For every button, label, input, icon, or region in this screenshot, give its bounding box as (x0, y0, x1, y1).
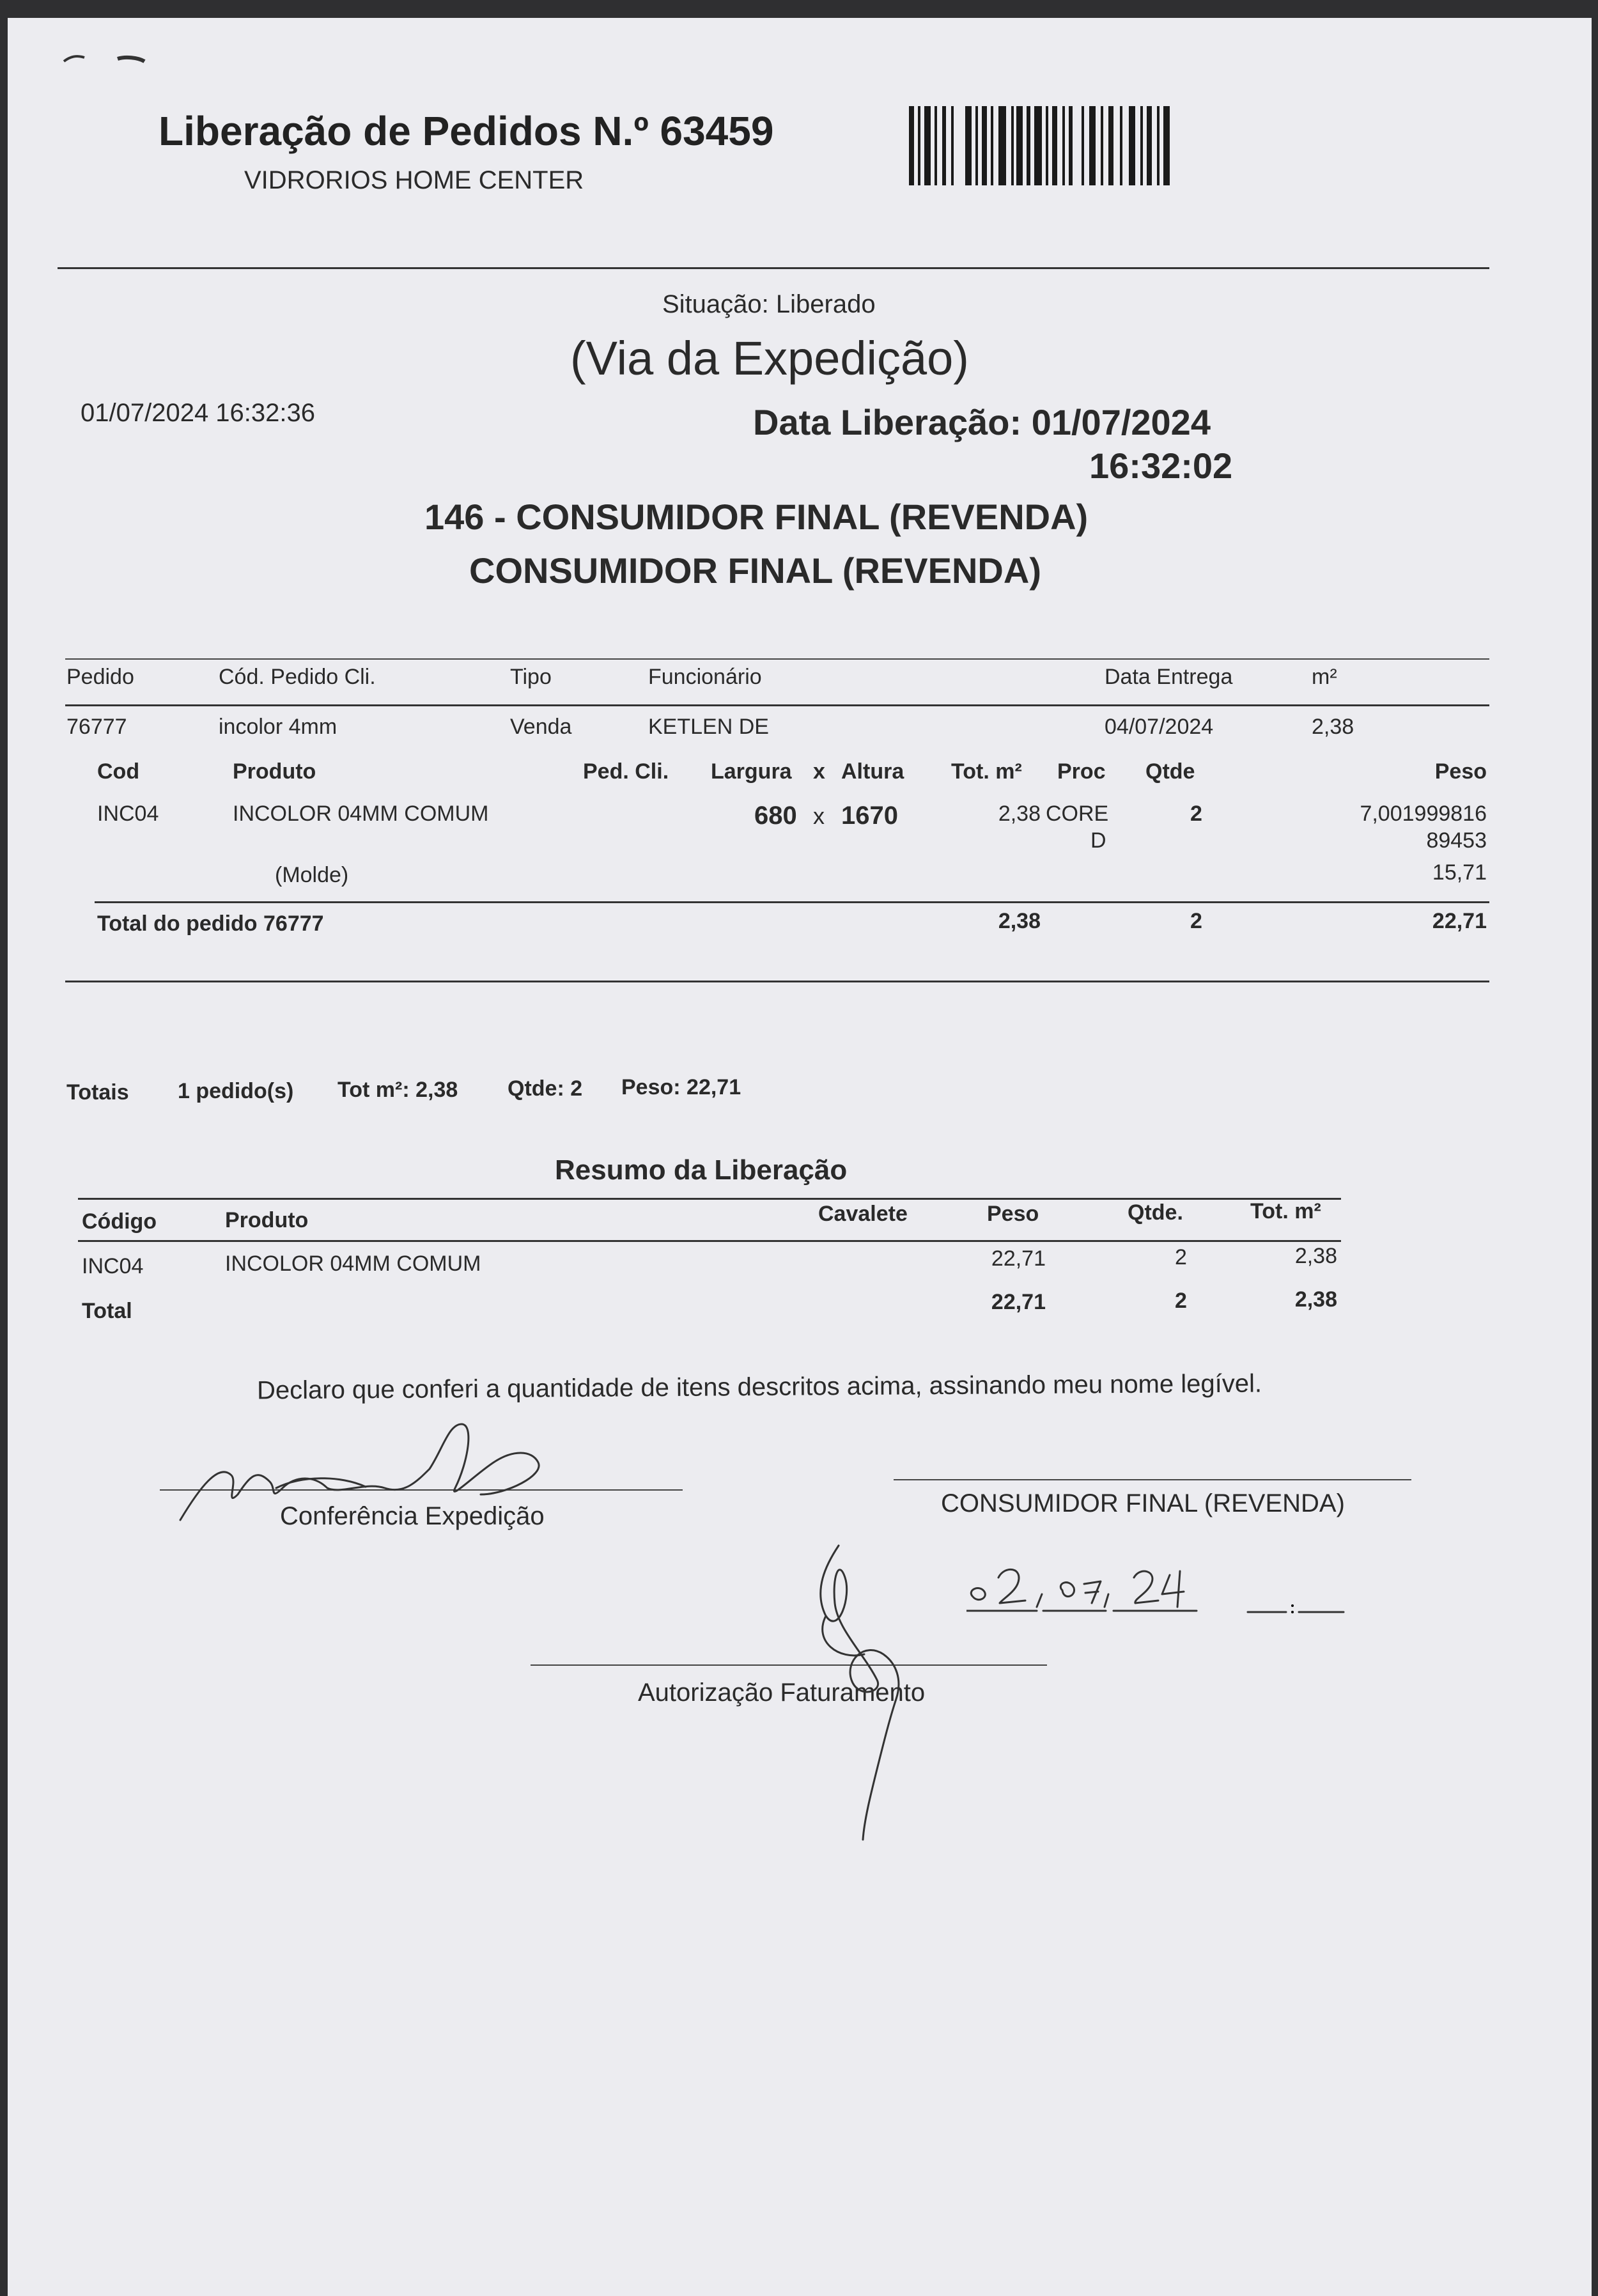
company-name: VIDRORIOS HOME CENTER (244, 166, 584, 194)
handwritten-date (966, 1552, 1363, 1622)
item-peso-l3: 15,71 (1432, 860, 1487, 885)
item-produto: INCOLOR 04MM COMUM (233, 802, 489, 826)
document-title: Liberação de Pedidos N.º 63459 (159, 108, 774, 154)
autorizacao-label: Autorização Faturamento (638, 1679, 926, 1707)
conferencia-label: Conferência Expedição (280, 1502, 545, 1530)
cliente-signature-line (894, 1479, 1411, 1480)
item-col-produto: Produto (233, 759, 316, 784)
col-pedido: Pedido (66, 665, 134, 689)
resumo-col-codigo: Código (82, 1209, 157, 1234)
declaracao-text: Declaro que conferi a quantidade de itens descritos acima, assinando meu nome legível. (256, 1369, 1262, 1405)
cliente-nome: CONSUMIDOR FINAL (REVENDA) (469, 550, 1041, 591)
resumo-total-qtde: 2 (1175, 1289, 1187, 1313)
total-pedido-label: Total do pedido 76777 (97, 911, 324, 936)
item-proc-l2: D (1090, 828, 1106, 853)
pedido-data-entrega: 04/07/2024 (1105, 715, 1214, 739)
item-largura: 680 (754, 802, 797, 830)
resumo-row-peso: 22,71 (991, 1246, 1046, 1271)
item-peso-l2: 89453 (1426, 828, 1487, 853)
col-m2: m² (1312, 665, 1337, 689)
resumo-row-codigo: INC04 (82, 1254, 144, 1278)
resumo-col-cavalete: Cavalete (818, 1202, 908, 1226)
pedido-tipo: Venda (510, 715, 572, 739)
hora-liberacao: 16:32:02 (1089, 446, 1233, 486)
cliente-signature-label: CONSUMIDOR FINAL (REVENDA) (941, 1489, 1345, 1517)
item-altura: 1670 (841, 802, 898, 830)
resumo-title: Resumo da Liberação (555, 1154, 848, 1186)
table-header-line (65, 704, 1489, 706)
item-peso-l1: 7,001999816 (1360, 802, 1487, 826)
table-top-line (65, 658, 1489, 660)
autorizacao-signature (787, 1539, 941, 1846)
item-proc-l1: CORE (1046, 802, 1109, 826)
col-funcionario: Funcionário (648, 665, 762, 689)
item-col-ped-cli: Ped. Cli. (583, 759, 669, 784)
resumo-top-line (78, 1198, 1341, 1200)
total-pedido-peso: 22,71 (1432, 909, 1487, 933)
totais-label: Totais (66, 1080, 129, 1105)
resumo-col-tot-m2: Tot. m² (1250, 1199, 1321, 1223)
cliente-codigo: 146 - CONSUMIDOR FINAL (REVENDA) (424, 497, 1089, 537)
resumo-total-label: Total (82, 1299, 132, 1323)
item-tot-m2: 2,38 (998, 802, 1041, 826)
totais-peso: Peso: 22,71 (621, 1075, 741, 1099)
via-label: (Via da Expedição) (570, 332, 969, 385)
resumo-total-tot-m2: 2,38 (1294, 1287, 1337, 1312)
pedido-cod-cli: incolor 4mm (219, 715, 337, 739)
total-pedido-m2: 2,38 (998, 909, 1041, 933)
item-qtde: 2 (1190, 802, 1202, 826)
pedido-funcionario: KETLEN DE (648, 715, 769, 739)
item-cod: INC04 (97, 802, 159, 826)
item-col-x: x (813, 759, 825, 784)
item-x: x (813, 803, 825, 829)
resumo-row-qtde: 2 (1175, 1245, 1187, 1269)
document-sheet (8, 18, 1592, 2296)
pedido-m2: 2,38 (1312, 715, 1354, 739)
col-tipo: Tipo (510, 665, 552, 689)
resumo-row-tot-m2: 2,38 (1294, 1244, 1337, 1268)
item-molde: (Molde) (275, 863, 349, 887)
data-liberacao: Data Liberação: 01/07/2024 (753, 402, 1211, 442)
item-col-proc: Proc (1057, 759, 1106, 784)
item-col-qtde: Qtde (1145, 759, 1195, 784)
item-col-largura: Largura (711, 759, 792, 784)
item-col-altura: Altura (841, 759, 904, 784)
totais-qtde: Qtde: 2 (508, 1076, 583, 1101)
header-divider (58, 267, 1489, 269)
situacao-label: Situação: Liberado (662, 290, 876, 318)
resumo-total-peso: 22,71 (991, 1290, 1046, 1314)
col-cod-pedido-cli: Cód. Pedido Cli. (219, 665, 376, 689)
totais-m2: Tot m²: 2,38 (337, 1078, 458, 1102)
resumo-col-qtde: Qtde. (1128, 1200, 1183, 1225)
print-timestamp: 01/07/2024 16:32:36 (81, 399, 316, 427)
barcode-icon (909, 106, 1171, 185)
conferencia-signature (174, 1411, 634, 1526)
item-col-peso: Peso (1434, 759, 1487, 784)
scan-marks (61, 46, 176, 72)
resumo-header-line (78, 1240, 1341, 1242)
pedido-numero: 76777 (66, 715, 127, 739)
pedidos-end-line (65, 981, 1489, 982)
item-col-cod: Cod (97, 759, 140, 784)
resumo-row-produto: INCOLOR 04MM COMUM (225, 1252, 481, 1276)
totais-pedidos: 1 pedido(s) (178, 1079, 294, 1103)
total-pedido-line (95, 901, 1489, 903)
item-col-tot-m2: Tot. m² (951, 759, 1022, 784)
col-data-entrega: Data Entrega (1105, 665, 1233, 689)
resumo-col-produto: Produto (225, 1208, 309, 1232)
resumo-col-peso: Peso (987, 1202, 1039, 1226)
total-pedido-qtde: 2 (1190, 909, 1202, 933)
